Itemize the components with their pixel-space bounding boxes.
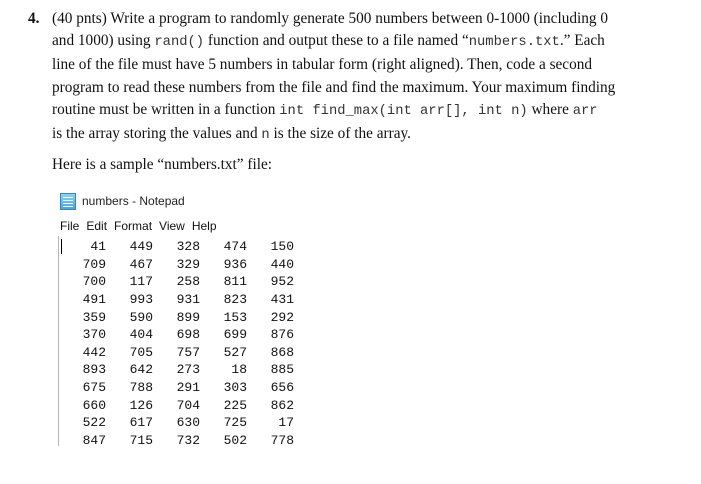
text-line <box>59 396 322 414</box>
number-cell: 329 <box>176 256 200 272</box>
code-filename: numbers.txt <box>468 35 560 51</box>
number-cell: 292 <box>270 309 294 325</box>
number-cell: 404 <box>129 327 153 343</box>
notepad-icon <box>60 193 76 210</box>
number-cell: 660 <box>82 397 106 413</box>
number-cell: 153 <box>223 309 247 325</box>
number-cell: 126 <box>129 397 153 413</box>
window-title: numbers - Notepad <box>82 194 185 208</box>
text-line <box>59 379 322 397</box>
number-cell: 291 <box>176 380 200 396</box>
number-cell: 931 <box>176 292 200 308</box>
number-cell: 893 <box>82 362 106 378</box>
problem-line-3: line of the file must have 5 numbers in tabular form (right aligned). Then, code a second <box>52 56 593 74</box>
number-cell: 885 <box>270 362 294 378</box>
number-cell: 328 <box>176 239 200 255</box>
number-cell: 725 <box>223 415 247 431</box>
number-cell: 936 <box>223 256 247 272</box>
menu-format[interactable]: Format <box>114 219 153 233</box>
text-caret <box>61 239 62 254</box>
code-signature: int find_max(int arr[], int n) <box>279 103 528 119</box>
notepad-window <box>54 186 322 450</box>
problem-statement <box>28 8 668 147</box>
menu-view[interactable]: View <box>159 219 185 233</box>
problem-line-1: 4. (40 pnts) Write a program to randomly generate 500 numbers between 0-1000 (including 0 <box>28 8 668 30</box>
code-arr: arr <box>572 103 598 119</box>
number-cell: 823 <box>223 292 247 308</box>
number-cell: 225 <box>223 397 247 413</box>
number-cell: 491 <box>82 292 106 308</box>
number-cell: 876 <box>270 327 294 343</box>
text-line <box>59 256 322 274</box>
number-cell: 642 <box>129 362 153 378</box>
number-cell: 258 <box>176 274 200 290</box>
number-cell: 811 <box>223 274 247 290</box>
number-cell: 757 <box>176 344 200 360</box>
number-cell: 788 <box>129 380 153 396</box>
problem-number: 4. <box>28 10 40 27</box>
number-cell: 502 <box>223 432 247 448</box>
number-cell: 17 <box>278 415 294 431</box>
sample-label: Here is a sample “numbers.txt” file: <box>52 156 273 173</box>
number-cell: 899 <box>176 309 200 325</box>
number-cell: 778 <box>270 432 294 448</box>
problem-line-6: is the array storing the values and n is the size of the array. <box>52 125 411 144</box>
menu-help[interactable]: Help <box>191 219 217 233</box>
number-cell: 675 <box>82 380 106 396</box>
number-cell: 699 <box>223 327 247 343</box>
number-cell: 698 <box>176 327 200 343</box>
number-cell: 862 <box>270 397 294 413</box>
text-line <box>59 361 322 379</box>
notepad-text-area[interactable] <box>58 236 322 446</box>
number-cell: 359 <box>82 309 106 325</box>
menu-bar <box>54 216 322 236</box>
number-cell: 449 <box>129 239 153 255</box>
number-cell: 150 <box>270 239 294 255</box>
menu-file[interactable]: File <box>60 219 80 233</box>
number-cell: 18 <box>231 362 247 378</box>
text-line <box>59 326 322 344</box>
number-cell: 847 <box>82 432 106 448</box>
number-cell: 705 <box>129 344 153 360</box>
number-cell: 527 <box>223 344 247 360</box>
number-cell: 630 <box>176 415 200 431</box>
number-cell: 41 <box>90 239 106 255</box>
number-cell: 993 <box>129 292 153 308</box>
number-cell: 656 <box>270 380 294 396</box>
number-cell: 273 <box>176 362 200 378</box>
number-cell: 303 <box>223 380 247 396</box>
number-cell: 431 <box>270 292 294 308</box>
text-line <box>59 291 322 309</box>
number-cell: 715 <box>129 432 153 448</box>
number-cell: 617 <box>129 415 153 431</box>
number-cell: 442 <box>82 344 106 360</box>
code-rand: rand() <box>154 35 205 51</box>
code-n: n <box>261 128 270 144</box>
number-cell: 868 <box>270 344 294 360</box>
text-line <box>59 308 322 326</box>
text-line <box>59 238 322 256</box>
number-cell: 522 <box>82 415 106 431</box>
text-line <box>59 273 322 291</box>
notepad-titlebar[interactable] <box>54 186 322 216</box>
problem-line-4: program to read these numbers from the file and find the maximum. Your maximum finding <box>52 78 616 96</box>
text-line <box>59 414 322 432</box>
number-cell: 709 <box>82 256 106 272</box>
number-cell: 704 <box>176 397 200 413</box>
problem-line-2: and 1000) using rand() function and output these to a file named “numbers.txt.” Each <box>52 32 605 51</box>
number-cell: 440 <box>270 256 294 272</box>
text-line <box>59 344 322 362</box>
number-cell: 474 <box>223 239 247 255</box>
number-cell: 467 <box>129 256 153 272</box>
number-cell: 732 <box>176 432 200 448</box>
number-cell: 117 <box>129 274 153 290</box>
number-cell: 700 <box>82 274 106 290</box>
number-cell: 590 <box>129 309 153 325</box>
problem-line-5: routine must be written in a function int find_max(int arr[], int n) where arr <box>52 100 598 119</box>
menu-edit[interactable]: Edit <box>86 219 108 233</box>
number-cell: 370 <box>82 327 106 343</box>
text-line <box>59 432 322 450</box>
number-cell: 952 <box>270 274 294 290</box>
